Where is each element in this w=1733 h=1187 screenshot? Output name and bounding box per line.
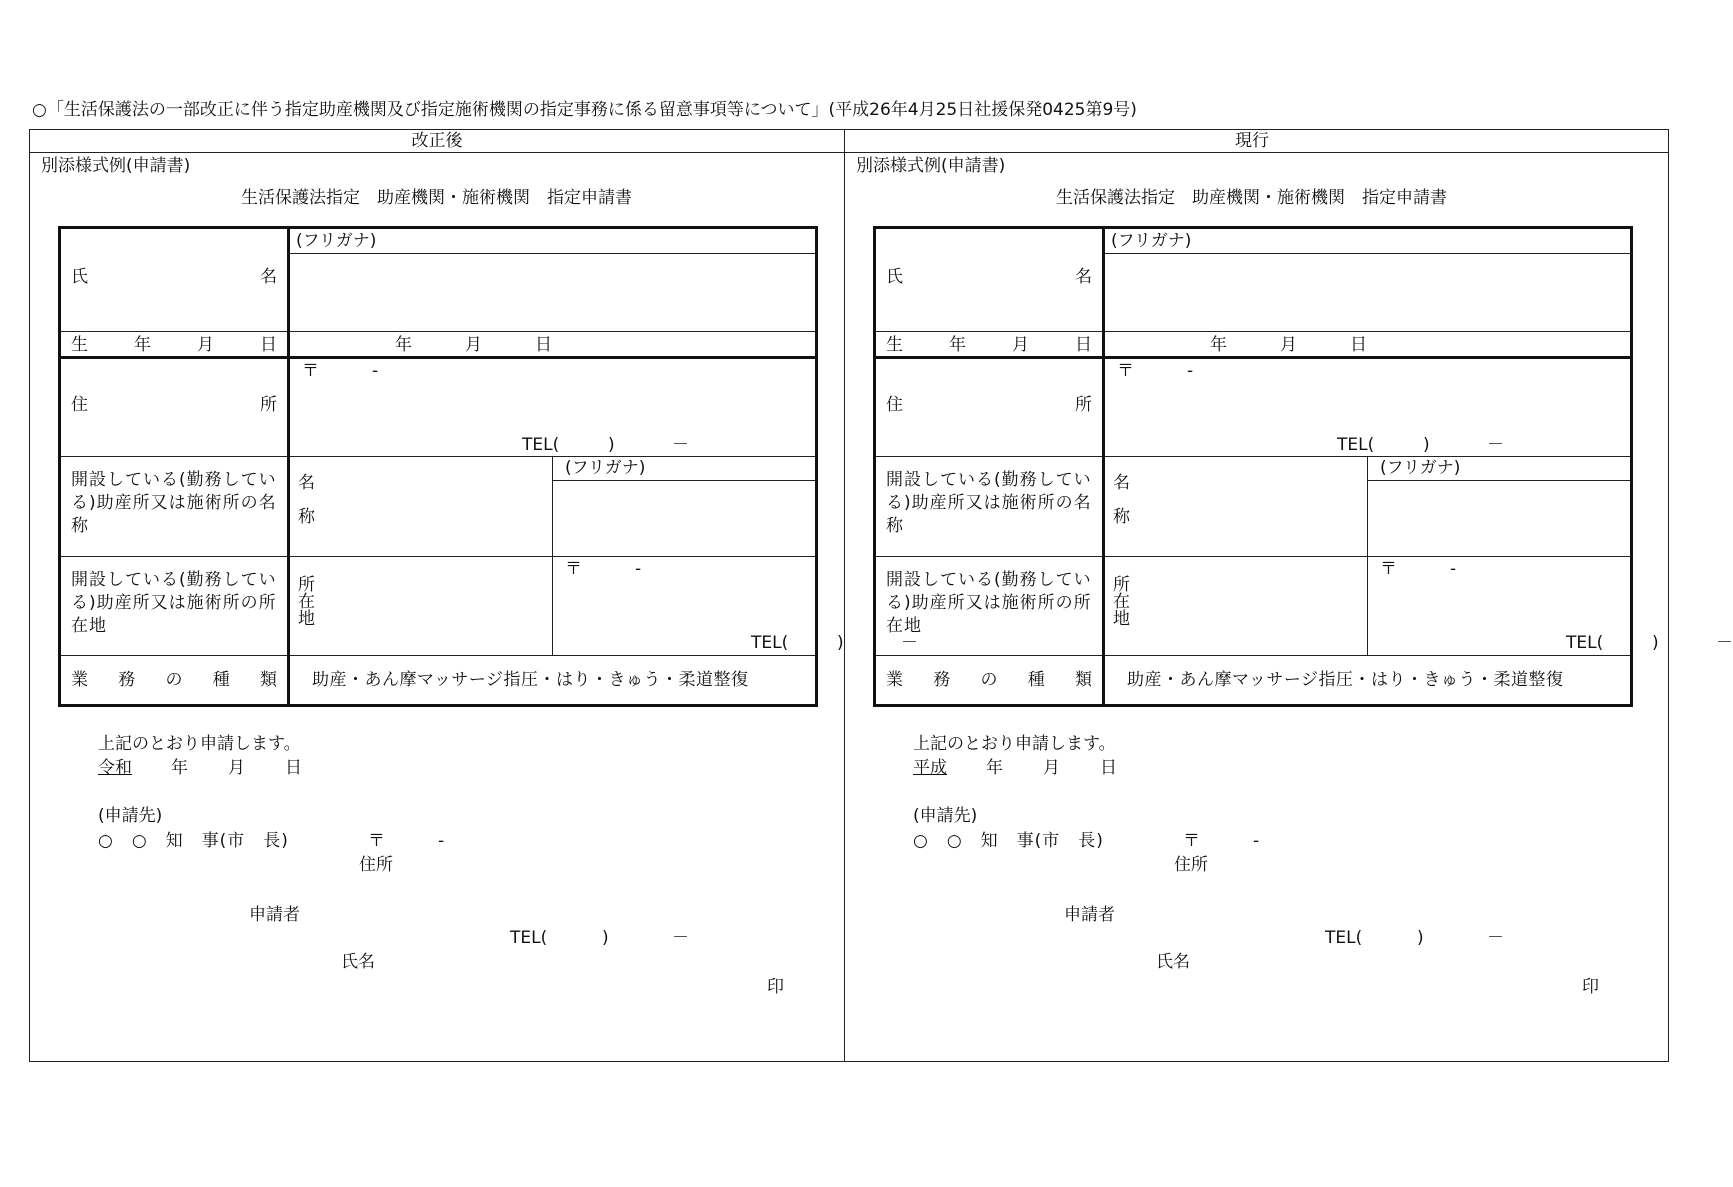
facility-address-label: 開設している(勤務している)助産所又は施術所の所在地	[71, 570, 277, 636]
name-label-1: 氏	[71, 267, 88, 287]
document-title: ○「生活保護法の一部改正に伴う指定助産機関及び指定施術機関の指定事務に係る留意事項等について」(平成26年4月25日社援保発0425第9号)	[32, 100, 1137, 120]
birth-label-3: 月	[197, 335, 214, 355]
facility-postal-mark: 〒	[565, 559, 582, 579]
business-type-label-cell	[875, 656, 1104, 706]
birthdate-field[interactable]	[1104, 332, 1632, 358]
name-label-2: 名	[1075, 267, 1092, 287]
birthdate-label-cell	[875, 332, 1104, 358]
address-label-2: 所	[1075, 395, 1092, 415]
tel-close: )	[1423, 435, 1430, 455]
form-subtitle: 別添様式例(申請書)	[856, 156, 1006, 176]
applicant-address-label: 住所	[359, 855, 393, 875]
facility-address-sublabel: 所在地	[1113, 575, 1130, 629]
name-field[interactable]	[1104, 254, 1632, 332]
current-form-panel	[844, 152, 1733, 1061]
name-furigana-field[interactable]	[1104, 228, 1632, 254]
address-label-1: 住	[71, 395, 88, 415]
name-label-cell	[60, 228, 289, 332]
tel-label: TEL(	[1337, 435, 1375, 455]
postal-mark: 〒	[302, 361, 319, 381]
business-label-1: 業	[71, 670, 88, 690]
facility-address-sublabel: 所在地	[298, 575, 315, 629]
name-label-2: 名	[260, 267, 277, 287]
recipient-label: (申請先)	[98, 806, 163, 826]
facility-address-label-cell	[875, 557, 1104, 656]
seal-mark: 印	[1582, 977, 1599, 997]
name-label-1: 氏	[886, 267, 903, 287]
name-field[interactable]	[289, 254, 817, 332]
birth-month-unit: 月	[465, 335, 482, 355]
facility-address-field[interactable]	[553, 557, 918, 656]
address-field[interactable]	[1104, 358, 1632, 457]
applicant-label: 申請者	[249, 905, 300, 925]
date-month-unit: 月	[1043, 758, 1060, 778]
applicant-postal-mark: 〒	[368, 831, 385, 851]
recipient-label: (申請先)	[913, 806, 978, 826]
date-year-unit: 年	[986, 758, 1003, 778]
date-day-unit: 日	[285, 758, 302, 778]
facility-tel-dash: －	[901, 633, 918, 653]
applicant-tel-dash: －	[672, 928, 689, 948]
postal-dash: -	[372, 361, 379, 381]
form-subtitle: 別添様式例(申請書)	[41, 156, 191, 176]
birth-year-unit: 年	[1210, 335, 1227, 355]
business-label-2: 務	[118, 670, 136, 690]
address-label-cell	[60, 358, 289, 457]
date-day-unit: 日	[1100, 758, 1117, 778]
furigana-label: (フリガナ)	[1111, 231, 1192, 251]
facility-postal-dash: -	[635, 559, 642, 579]
postal-dash: -	[1187, 361, 1194, 381]
birth-label-1: 生	[71, 335, 88, 355]
furigana-label: (フリガナ)	[296, 231, 377, 251]
facility-furigana-field[interactable]	[1368, 457, 1632, 481]
business-type-field[interactable]	[1104, 656, 1632, 706]
era-name: 平成	[913, 758, 947, 778]
address-field[interactable]	[289, 358, 817, 457]
tel-dash: －	[1487, 435, 1504, 455]
application-statement: 上記のとおり申請します。	[913, 734, 1116, 754]
facility-postal-mark: 〒	[1380, 559, 1397, 579]
business-type-options: 助産・あん摩マッサージ指圧・はり・きゅう・柔道整復	[1127, 670, 1564, 690]
form-title: 生活保護法指定 助産機関・施術機関 指定申請書	[241, 188, 632, 208]
facility-address-label-cell	[60, 557, 289, 656]
business-label-4: 種	[212, 670, 230, 690]
business-label-3: の	[165, 670, 183, 690]
facility-tel-close: )	[1652, 633, 1659, 653]
address-label-1: 住	[886, 395, 903, 415]
facility-address-field[interactable]	[1368, 557, 1733, 656]
column-header-current: 現行	[1235, 131, 1269, 151]
business-type-field[interactable]	[289, 656, 817, 706]
facility-name-subcell	[289, 457, 553, 557]
birth-day-unit: 日	[1350, 335, 1367, 355]
applicant-postal-dash: -	[1253, 831, 1260, 851]
applicant-name-label: 氏名	[341, 952, 375, 972]
facility-name-sublabel: 名 称	[1113, 473, 1130, 527]
business-label-4: 種	[1027, 670, 1045, 690]
seal-mark: 印	[767, 977, 784, 997]
application-statement: 上記のとおり申請します。	[98, 734, 301, 754]
facility-tel-close: )	[837, 633, 844, 653]
date-month-unit: 月	[228, 758, 245, 778]
birth-label-4: 日	[260, 335, 277, 355]
facility-furigana-field[interactable]	[553, 457, 817, 481]
tel-close: )	[608, 435, 615, 455]
facility-furigana-label: (フリガナ)	[565, 458, 646, 478]
revised-form-panel	[29, 152, 918, 1061]
applicant-tel-dash: －	[1487, 928, 1504, 948]
postal-mark: 〒	[1117, 361, 1134, 381]
facility-name-label: 開設している(勤務している)助産所又は施術所の名称	[71, 470, 277, 536]
facility-name-subcell	[1104, 457, 1368, 557]
era-name: 令和	[98, 758, 132, 778]
birthdate-label-cell	[60, 332, 289, 358]
column-header-revised: 改正後	[411, 131, 463, 151]
application-form-table	[873, 226, 1733, 707]
facility-name-label-cell	[875, 457, 1104, 557]
applicant-label: 申請者	[1064, 905, 1115, 925]
business-type-options: 助産・あん摩マッサージ指圧・はり・きゅう・柔道整復	[312, 670, 749, 690]
birth-label-3: 月	[1012, 335, 1029, 355]
facility-address-label: 開設している(勤務している)助産所又は施術所の所在地	[886, 570, 1092, 636]
tel-dash: －	[672, 435, 689, 455]
business-label-5: 類	[260, 670, 277, 690]
business-type-label-cell	[60, 656, 289, 706]
birth-day-unit: 日	[535, 335, 552, 355]
applicant-tel-label: TEL(	[510, 928, 548, 948]
recipient-governor: ○ ○ 知 事(市 長)	[98, 831, 289, 851]
business-label-3: の	[980, 670, 998, 690]
application-form-table	[58, 226, 918, 707]
applicant-postal-mark: 〒	[1183, 831, 1200, 851]
facility-name-label-cell	[60, 457, 289, 557]
business-label-1: 業	[886, 670, 903, 690]
facility-address-subcell	[1104, 557, 1368, 656]
birth-year-unit: 年	[395, 335, 412, 355]
facility-address-subcell	[289, 557, 553, 656]
birth-label-2: 年	[134, 335, 151, 355]
facility-furigana-label: (フリガナ)	[1380, 458, 1461, 478]
address-label-2: 所	[260, 395, 277, 415]
applicant-tel-close: )	[602, 928, 609, 948]
applicant-address-label: 住所	[1174, 855, 1208, 875]
facility-tel-dash: －	[1716, 633, 1733, 653]
birthdate-field[interactable]	[289, 332, 817, 358]
facility-tel-label: TEL(	[751, 633, 789, 653]
applicant-postal-dash: -	[438, 831, 445, 851]
facility-name-field[interactable]	[553, 481, 817, 557]
applicant-tel-close: )	[1417, 928, 1424, 948]
facility-postal-dash: -	[1450, 559, 1457, 579]
birth-month-unit: 月	[1280, 335, 1297, 355]
form-title: 生活保護法指定 助産機関・施術機関 指定申請書	[1056, 188, 1447, 208]
facility-name-field[interactable]	[1368, 481, 1632, 557]
facility-name-sublabel: 名 称	[298, 473, 315, 527]
birth-label-4: 日	[1075, 335, 1092, 355]
business-label-5: 類	[1075, 670, 1092, 690]
applicant-tel-label: TEL(	[1325, 928, 1363, 948]
name-label-cell	[875, 228, 1104, 332]
tel-label: TEL(	[522, 435, 560, 455]
birth-label-2: 年	[949, 335, 966, 355]
business-label-2: 務	[933, 670, 951, 690]
address-label-cell	[875, 358, 1104, 457]
facility-name-label: 開設している(勤務している)助産所又は施術所の名称	[886, 470, 1092, 536]
recipient-governor: ○ ○ 知 事(市 長)	[913, 831, 1104, 851]
name-furigana-field[interactable]	[289, 228, 817, 254]
facility-tel-label: TEL(	[1566, 633, 1604, 653]
applicant-name-label: 氏名	[1156, 952, 1190, 972]
date-year-unit: 年	[171, 758, 188, 778]
birth-label-1: 生	[886, 335, 903, 355]
